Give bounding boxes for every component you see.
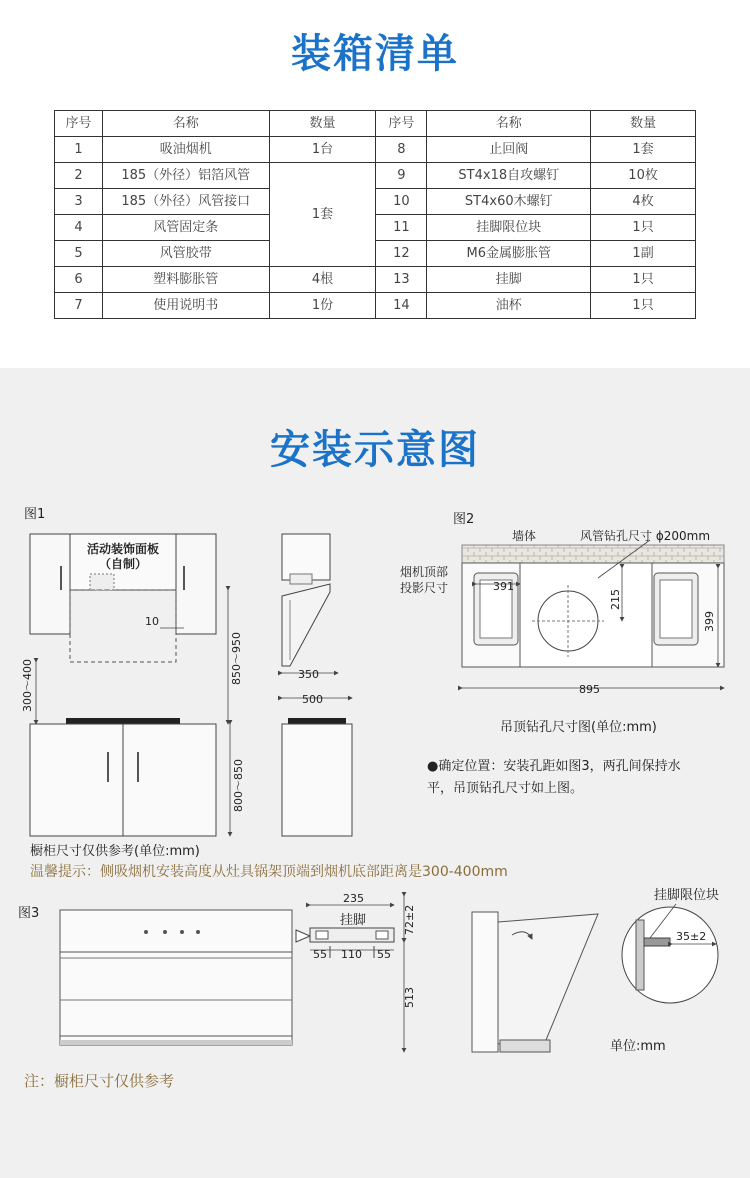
table-cell: 2 bbox=[55, 163, 103, 189]
table-cell: 10枚 bbox=[591, 163, 696, 189]
packing-title: 装箱清单 bbox=[291, 31, 459, 77]
fig1-dim-350: 350 bbox=[298, 668, 319, 681]
table-cell: 185（外径）铝箔风管 bbox=[102, 163, 269, 189]
table-header-cell: 名称 bbox=[427, 111, 591, 137]
fig3-unit-label: 单位:mm bbox=[610, 1039, 666, 1054]
fig3-label: 图3 bbox=[18, 906, 40, 921]
fig1-dim-10: 10 bbox=[145, 615, 159, 628]
figure-2 bbox=[400, 512, 724, 796]
fig2-caption: 吊顶钻孔尺寸图(单位:mm) bbox=[500, 720, 657, 735]
fig2-label: 图2 bbox=[453, 512, 475, 527]
fig3-dim-513: 513 bbox=[403, 987, 416, 1008]
fig1-label: 图1 bbox=[24, 507, 46, 522]
table-cell: 1 bbox=[55, 137, 103, 163]
table-cell: 塑料膨胀管 bbox=[102, 267, 269, 293]
fig2-duct-label: 风管钻孔尺寸 ϕ200mm bbox=[580, 529, 711, 543]
table-cell: 185（外径）风管接口 bbox=[102, 189, 269, 215]
table-cell: 止回阀 bbox=[427, 137, 591, 163]
fig1-dim-850-950: 850～950 bbox=[230, 632, 243, 685]
fig2-dim-391: 391 bbox=[493, 580, 514, 593]
fig3-dim-55-left: 55 bbox=[313, 948, 327, 961]
table-cell: 风管胶带 bbox=[102, 241, 269, 267]
fig1-panel-label: 活动装饰面板 bbox=[86, 542, 160, 556]
table-cell: 1副 bbox=[591, 241, 696, 267]
fig2-dim-399: 399 bbox=[703, 611, 716, 632]
table-cell: 7 bbox=[55, 293, 103, 319]
table-cell: 1份 bbox=[269, 293, 376, 319]
table-header-cell: 序号 bbox=[55, 111, 103, 137]
fig3-dim-235: 235 bbox=[343, 892, 364, 905]
fig1-panel-label-2: （自制） bbox=[98, 557, 148, 571]
fig2-wall-label: 墙体 bbox=[512, 529, 537, 543]
fig1-note: 橱柜尺寸仅供参考(单位:mm) bbox=[30, 844, 200, 859]
fig2-position-note-2: 平，吊顶钻孔尺寸如上图。 bbox=[427, 781, 584, 796]
fig3-dim-35: 35±2 bbox=[676, 930, 707, 943]
fig2-dim-895: 895 bbox=[579, 683, 600, 696]
table-cell: 4枚 bbox=[591, 189, 696, 215]
table-cell: 挂脚限位块 bbox=[427, 215, 591, 241]
fig3-dim-55-right: 55 bbox=[377, 948, 391, 961]
install-tip: 温馨提示：侧吸烟机安装高度从灶具锅架顶端到烟机底部距离是300-400mm bbox=[30, 864, 508, 880]
install-footnote: 注：橱柜尺寸仅供参考 bbox=[24, 1072, 175, 1090]
table-cell: 4根 bbox=[269, 267, 376, 293]
table-cell: 油杯 bbox=[427, 293, 591, 319]
install-title: 安装示意图 bbox=[270, 427, 480, 473]
table-cell: ST4x60木螺钉 bbox=[427, 189, 591, 215]
table-header-cell: 名称 bbox=[102, 111, 269, 137]
table-cell: 13 bbox=[376, 267, 427, 293]
table-cell: 10 bbox=[376, 189, 427, 215]
figure-3 bbox=[18, 887, 719, 1054]
fig2-position-note: ●确定位置：安装孔距如图3，两孔间保持水 bbox=[427, 759, 681, 774]
table-cell: 1套 bbox=[591, 137, 696, 163]
table-cell: 14 bbox=[376, 293, 427, 319]
fig2-projection-label-2: 投影尺寸 bbox=[400, 581, 449, 595]
table-cell: 1套 bbox=[269, 163, 376, 267]
table-cell: 风管固定条 bbox=[102, 215, 269, 241]
table-cell: 吸油烟机 bbox=[102, 137, 269, 163]
fig2-projection-label: 烟机顶部 bbox=[400, 565, 449, 579]
table-cell: 5 bbox=[55, 241, 103, 267]
table-cell: 6 bbox=[55, 267, 103, 293]
table-header-cell: 数量 bbox=[269, 111, 376, 137]
fig3-dim-72: 72±2 bbox=[403, 904, 416, 935]
table-cell: 1台 bbox=[269, 137, 376, 163]
table-cell: 1只 bbox=[591, 293, 696, 319]
fig2-dim-215: 215 bbox=[609, 589, 622, 610]
table-cell: 8 bbox=[376, 137, 427, 163]
figure-1 bbox=[21, 507, 352, 859]
table-cell: 12 bbox=[376, 241, 427, 267]
table-cell: 1只 bbox=[591, 215, 696, 241]
table-cell: 挂脚 bbox=[427, 267, 591, 293]
fig1-dim-800-850: 800～850 bbox=[232, 759, 245, 812]
table-cell: 11 bbox=[376, 215, 427, 241]
fig3-hook-label: 挂脚 bbox=[340, 913, 367, 928]
fig1-dim-500: 500 bbox=[302, 693, 323, 706]
fig3-dim-110: 110 bbox=[341, 948, 362, 961]
fig1-dim-300-400: 300～400 bbox=[21, 659, 34, 712]
table-cell: ST4x18自攻螺钉 bbox=[427, 163, 591, 189]
table-header-cell: 数量 bbox=[591, 111, 696, 137]
table-cell: 使用说明书 bbox=[102, 293, 269, 319]
table-header-cell: 序号 bbox=[376, 111, 427, 137]
table-cell: 4 bbox=[55, 215, 103, 241]
table-cell: 1只 bbox=[591, 267, 696, 293]
table-cell: 3 bbox=[55, 189, 103, 215]
table-cell: M6金属膨胀管 bbox=[427, 241, 591, 267]
table-cell: 9 bbox=[376, 163, 427, 189]
fig3-limit-label: 挂脚限位块 bbox=[654, 888, 720, 903]
